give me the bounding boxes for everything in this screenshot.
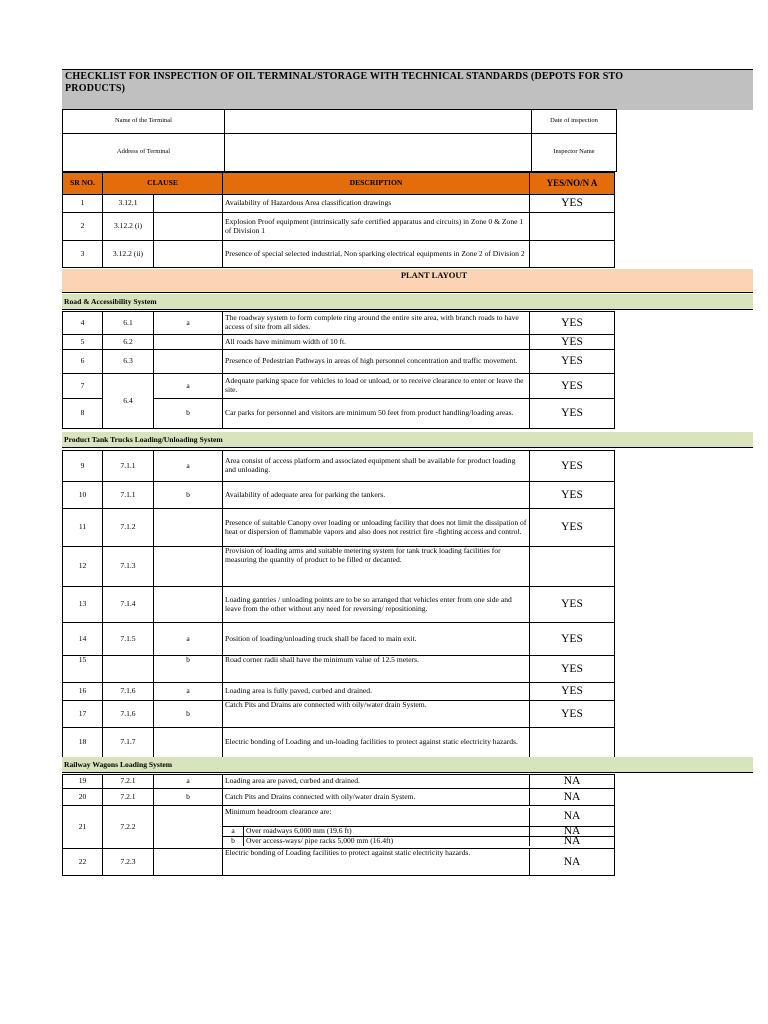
- table-row: [63, 849, 615, 876]
- sr-cell: 9: [63, 451, 103, 482]
- description-cell: Position of loading/unloading truck shall be faced to main exit.: [223, 623, 530, 656]
- road-table: [62, 311, 615, 429]
- section-plant-layout: [62, 269, 753, 293]
- answer-cell[interactable]: YES: [530, 399, 615, 429]
- sr-cell: 11: [63, 509, 103, 547]
- sr-cell: 10: [63, 482, 103, 509]
- answer-cell[interactable]: NA: [530, 775, 615, 789]
- clause-cell: 7.1.4: [103, 587, 154, 623]
- sub-clause-cell: a: [154, 623, 223, 656]
- answer-cell[interactable]: NA: [530, 849, 615, 876]
- answer-cell[interactable]: [530, 213, 615, 241]
- description-cell: Car parks for personnel and visitors are minimum 50 feet from product handling/loading areas.: [223, 399, 530, 429]
- sub-clause-cell: [154, 728, 223, 758]
- sr-cell: 13: [63, 587, 103, 623]
- inspector-label: Inspector Name: [532, 134, 617, 172]
- sr-cell: 5: [63, 335, 103, 350]
- description-cell: Road corner radii shall have the minimum value of 12.5 meters.: [223, 656, 530, 683]
- sub-item-answer[interactable]: NA: [530, 826, 615, 836]
- sr-cell: 15: [63, 656, 103, 683]
- sr-cell: 20: [63, 789, 103, 806]
- description-cell: Presence of suitable Canopy over loading or unloading facility that does not limit the dissipation of heat or dispersion of flammable vapors and also does not restrict fire -fighting access and control.: [223, 509, 530, 547]
- sub-clause-cell: b: [154, 656, 223, 683]
- info-table: [62, 109, 617, 172]
- clause-cell: 7.1.1: [103, 482, 154, 509]
- description-cell: Adequate parking space for vehicles to load or unload, or to receive clearance to enter or leave the site.: [223, 374, 530, 399]
- table-row: [63, 335, 615, 350]
- table-row: [63, 312, 615, 335]
- answer-cell[interactable]: YES: [530, 374, 615, 399]
- description-cell: Area consist of access platform and associated equipment shall be available for product loading and unloading.: [223, 451, 530, 482]
- clause-cell: 6.3: [103, 350, 154, 374]
- headroom-answer[interactable]: NA: [530, 808, 615, 826]
- sr-cell: 3: [63, 241, 103, 268]
- sub-clause-cell: [154, 241, 223, 268]
- description-cell: Catch Pits and Drains are connected with oily/water drain System.: [223, 701, 530, 728]
- sr-cell: 6: [63, 350, 103, 374]
- section-plant-layout-label: PLANT LAYOUT: [400, 270, 468, 280]
- table-row: [63, 623, 615, 656]
- clause-cell: 7.1.6: [103, 701, 154, 728]
- answer-cell[interactable]: YES: [530, 335, 615, 350]
- answer-cell[interactable]: YES: [530, 701, 615, 728]
- description-cell: Explosion Proof equipment (intrinsically safe certified apparatus and circuits) in Zone 0 & Zone 1 of Division 1: [223, 213, 530, 241]
- answer-cell[interactable]: YES: [530, 656, 615, 683]
- sub-clause-cell: a: [154, 374, 223, 399]
- sub-clause-cell: [154, 195, 223, 213]
- sub-clause-cell: [154, 213, 223, 241]
- address-label: Address of Terminal: [63, 134, 225, 172]
- description-cell: Presence of special selected industrial, Non sparking electrical equipments in Zone 2 of Division 2: [223, 241, 530, 268]
- table-row: [63, 195, 615, 213]
- answer-cell[interactable]: [530, 728, 615, 758]
- header-clause: CLAUSE: [103, 173, 223, 195]
- table-row: [63, 350, 615, 374]
- clause-cell: 6.4: [103, 374, 154, 429]
- answer-cell[interactable]: YES: [530, 482, 615, 509]
- table-row: [63, 547, 615, 587]
- table-row: [63, 587, 615, 623]
- description-cell: Presence of Pedestrian Pathways in areas of high personnel concentration and traffic movement.: [223, 350, 530, 374]
- answer-cell[interactable]: YES: [530, 623, 615, 656]
- table-row: [63, 374, 615, 399]
- clause-cell: 7.2.3: [103, 849, 154, 876]
- header-row: [63, 173, 615, 195]
- answer-cell[interactable]: YES: [530, 683, 615, 701]
- answer-cell[interactable]: YES: [530, 451, 615, 482]
- sr-cell: 2: [63, 213, 103, 241]
- clause-cell: 7.1.6: [103, 683, 154, 701]
- page-title: CHECKLIST FOR INSPECTION OF OIL TERMINAL/STORAGE WITH TECHNICAL STANDARDS (DEPOTS FOR STO PRODUCTS): [65, 71, 624, 94]
- clause-cell: 7.1.7: [103, 728, 154, 758]
- headroom-description: Minimum headroom clearance are:: [223, 808, 530, 826]
- clause-cell: 3.12.2 (ii): [103, 241, 154, 268]
- sr-cell: 22: [63, 849, 103, 876]
- answer-cell[interactable]: YES: [530, 509, 615, 547]
- sub-clause-cell: a: [154, 312, 223, 335]
- clause-cell: 3.12.1: [103, 195, 154, 213]
- table-row: [63, 656, 615, 683]
- clause-cell: 7.1.2: [103, 509, 154, 547]
- sr-cell: 17: [63, 701, 103, 728]
- section-rail: Railway Wagons Loading System: [62, 757, 753, 773]
- terminal-name-label: Name of the Terminal: [63, 110, 225, 134]
- sub-clause-cell: b: [154, 789, 223, 806]
- description-cell: All roads have minimum width of 10 ft.: [223, 335, 530, 350]
- rail-table: [62, 774, 615, 876]
- address-value[interactable]: [225, 134, 532, 172]
- header-answer: YES/NO/N A: [530, 173, 615, 195]
- sr-cell: 18: [63, 728, 103, 758]
- clause-cell: 7.2.1: [103, 775, 154, 789]
- table-row: [63, 451, 615, 482]
- sr-cell: 12: [63, 547, 103, 587]
- sub-clause-cell: [154, 547, 223, 587]
- sr-cell: 7: [63, 374, 103, 399]
- sub-clause-cell: [154, 335, 223, 350]
- description-cell: Loading area is fully paved, curbed and drained.: [223, 683, 530, 701]
- table-row: [63, 775, 615, 789]
- description-cell: Electric bonding of Loading and un-loading facilities to protect against static electricity hazards.: [223, 728, 530, 758]
- sub-clause-cell: [154, 849, 223, 876]
- header-sr: SR NO.: [63, 173, 103, 195]
- sr-cell: 1: [63, 195, 103, 213]
- clause-cell: 7.1.1: [103, 451, 154, 482]
- sr-cell: 16: [63, 683, 103, 701]
- answer-cell[interactable]: YES: [530, 195, 615, 213]
- answer-cell[interactable]: YES: [530, 312, 615, 335]
- clause-cell: 7.1.5: [103, 623, 154, 656]
- sub-item-label: a: [223, 826, 244, 836]
- headroom-subtable: [223, 808, 614, 846]
- terminal-name-value[interactable]: [225, 110, 532, 134]
- clause-cell: 3.12.2 (i): [103, 213, 154, 241]
- answer-cell[interactable]: [530, 241, 615, 268]
- table-row: [63, 701, 615, 728]
- sub-clause-cell: b: [154, 482, 223, 509]
- clause-cell: 6.1: [103, 312, 154, 335]
- sr-cell: 4: [63, 312, 103, 335]
- clause-cell: [103, 656, 154, 683]
- description-cell: Availability of adequate area for parking the tankers.: [223, 482, 530, 509]
- sub-item-description: Over roadways 6,000 mm (19.6 ft): [244, 826, 530, 836]
- sub-clause-cell: a: [154, 775, 223, 789]
- table-row: [63, 806, 615, 849]
- sub-clause-cell: b: [154, 701, 223, 728]
- sr-cell: 8: [63, 399, 103, 429]
- answer-cell[interactable]: [530, 547, 615, 587]
- table-row: [63, 789, 615, 806]
- description-cell: Electric bonding of Loading facilities to protect against static electricity hazards.: [223, 849, 530, 876]
- description-cell: Loading area are paved, curbed and drained.: [223, 775, 530, 789]
- sub-clause-cell: b: [154, 399, 223, 429]
- sub-clause-cell: [154, 350, 223, 374]
- sub-item-label: b: [223, 836, 244, 846]
- sub-clause-cell: a: [154, 683, 223, 701]
- header-description: DESCRIPTION: [223, 173, 530, 195]
- answer-cell[interactable]: NA: [530, 789, 615, 806]
- table-row: [63, 728, 615, 758]
- title-bar: [62, 69, 753, 110]
- clause-cell: 7.2.2: [103, 806, 154, 849]
- sub-clause-cell: [154, 509, 223, 547]
- section-truck: Product Tank Trucks Loading/Unloading System: [62, 432, 753, 448]
- answer-cell[interactable]: YES: [530, 350, 615, 374]
- sub-clause-cell: [154, 587, 223, 623]
- top-table: [62, 172, 615, 268]
- clause-cell: 7.1.3: [103, 547, 154, 587]
- table-row: [63, 482, 615, 509]
- table-row: [63, 509, 615, 547]
- sr-cell: 19: [63, 775, 103, 789]
- headroom-cell: [223, 806, 615, 849]
- sub-item-description: Over access-ways/ pipe racks 5,000 mm (16.4ft): [244, 836, 530, 846]
- truck-table: [62, 450, 615, 758]
- section-road: Road & Accessibility System: [62, 294, 753, 310]
- answer-cell[interactable]: YES: [530, 587, 615, 623]
- description-cell: The roadway system to form complete ring around the entire site area, with branch roads to have access of site from all sides.: [223, 312, 530, 335]
- sub-clause-cell: a: [154, 451, 223, 482]
- sub-item-answer[interactable]: NA: [563, 836, 581, 846]
- sr-cell: 14: [63, 623, 103, 656]
- date-label: Date of inspection: [532, 110, 617, 134]
- sr-cell: 21: [63, 806, 103, 849]
- clause-cell: 7.2.1: [103, 789, 154, 806]
- description-cell: Loading gantries / unloading points are to be so arranged that vehicles enter from one side and leave from the other without any need for reversing/ repositioning.: [223, 587, 530, 623]
- table-row: [63, 213, 615, 241]
- sub-clause-cell: [154, 806, 223, 849]
- table-row: [63, 683, 615, 701]
- description-cell: Availability of Hazardous Area classification drawings: [223, 195, 530, 213]
- clause-cell: 6.2: [103, 335, 154, 350]
- description-cell: Catch Pits and Drains connected with oily/water drain System.: [223, 789, 530, 806]
- table-row: [63, 241, 615, 268]
- description-cell: Provision of loading arms and suitable metering system for tank truck loading facilities for measuring the quantity of product to be filled or decanted.: [223, 547, 530, 587]
